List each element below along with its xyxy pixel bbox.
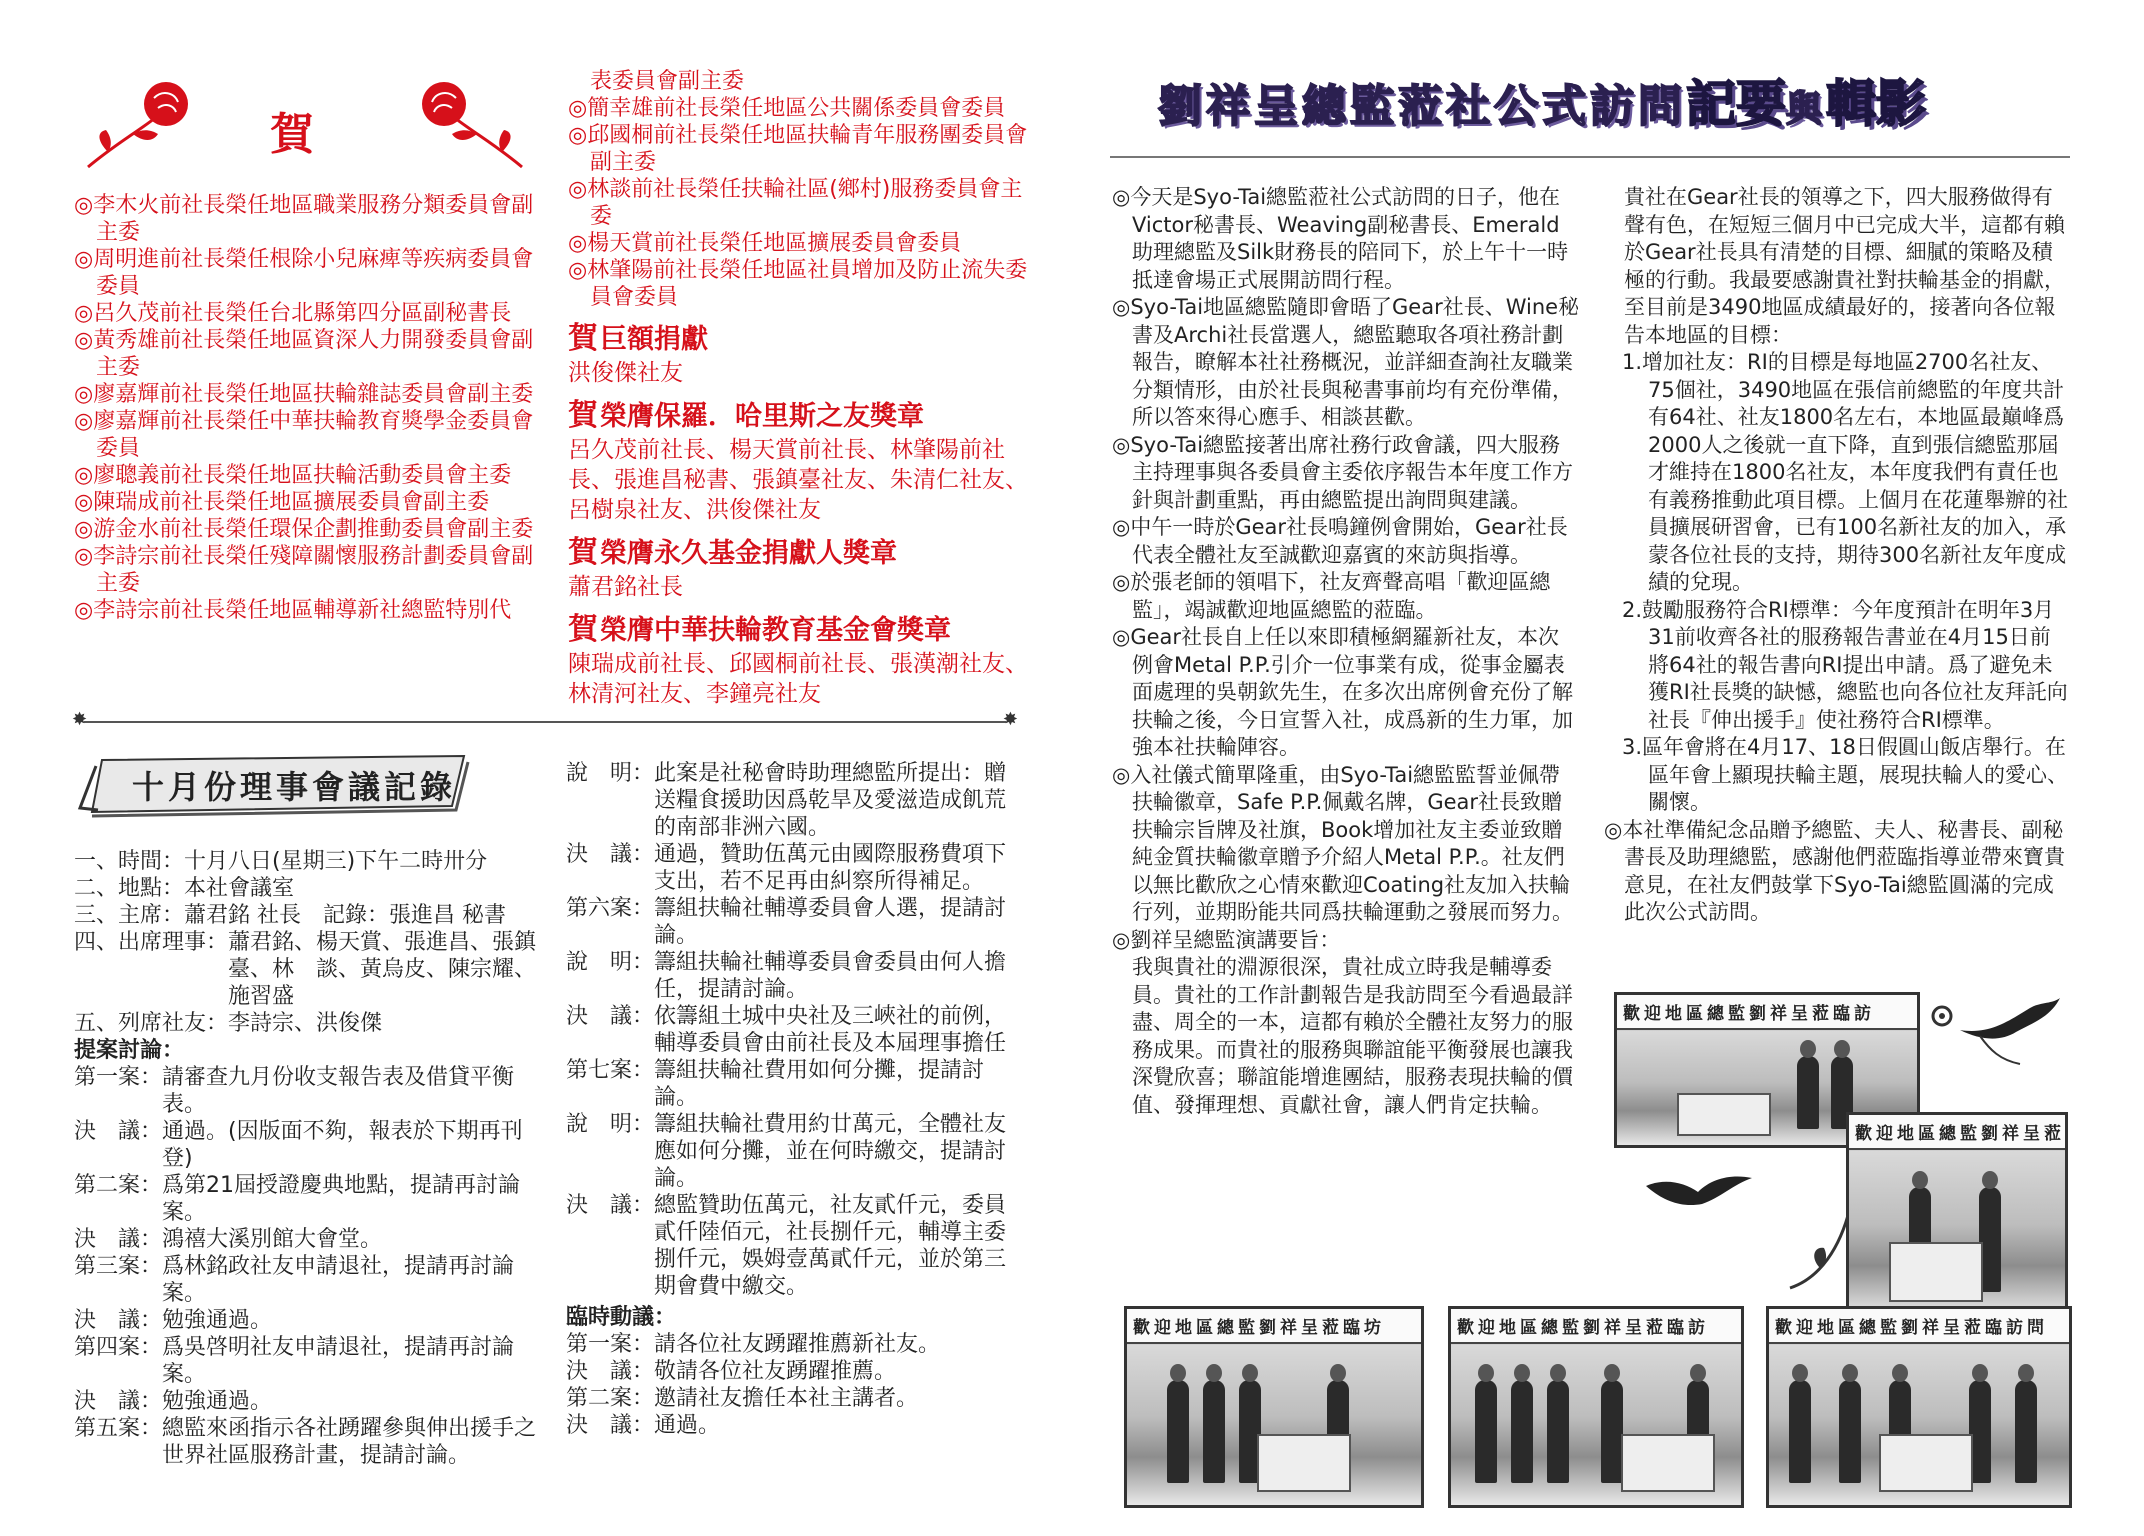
congrats-item: ◎廖嘉輝前社長榮任中華扶輪教育獎學金委員會委員 <box>74 409 534 461</box>
meeting-info-row-label: 五、列席社友： <box>74 1011 229 1036</box>
proposal-row-label: 第五案： <box>74 1416 163 1441</box>
proposal-row-label: 決 議： <box>566 1004 655 1029</box>
congrats-item: ◎周明進前社長榮任根除小兒麻痺等疾病委員會委員 <box>74 247 534 299</box>
proposal-row-text: 籌組扶輪社費用如何分攤，提請討論。 <box>654 1058 985 1110</box>
proposal-row-text: 爲吳啓明社友申請退社，提請再討論案。 <box>162 1335 515 1387</box>
meeting-info <box>74 848 544 1037</box>
congrats-item: ◎李詩宗前社長榮任殘障關懷服務計劃委員會副主委 <box>74 544 534 596</box>
proposal-row <box>74 1415 544 1469</box>
award-heading <box>568 398 1038 435</box>
proposal-row-label: 決 議： <box>74 1119 163 1144</box>
meeting-info-row-label: 一、時間： <box>74 849 185 874</box>
report-paragraph: ◎劉祥呈總監演講要旨： <box>1112 927 1341 952</box>
proposal-row-label: 第一案： <box>74 1065 163 1090</box>
proposal-row-text: 籌組扶輪社輔導委員會人選，提請討論。 <box>654 896 1007 948</box>
proposal-list-continued <box>566 760 1026 1300</box>
congrats-item: ◎林肇陽前社長榮任地區社員增加及防止流失委員會委員 <box>568 258 1028 310</box>
report-paragraph: ◎入社儀式簡單隆重，由Syo-Tai總監監誓並佩帶扶輪徽章，Safe P.P.佩戴名牌，Gear社長致贈扶輪宗旨牌及社旗，Book增加社友主委並致贈純金質扶輪徽章贈予介紹人Metal P.P.。社友們以無比歡欣之心情來歡迎Coating社友加入扶輪行列，並期盼能共同爲扶輪運動之發展而努力。 <box>1112 762 1573 924</box>
temp-motion-row-text: 敬請各位社友踴躍推薦。 <box>654 1359 897 1384</box>
proposal-row-text: 勉強通過。 <box>162 1389 273 1414</box>
award-recipients: 陳瑞成前社長、邱國桐前社長、張漢潮社友、林清河社友、李鐘亮社友 <box>568 651 1028 707</box>
proposal-row-label: 第二案： <box>74 1173 163 1198</box>
meeting-info-row-label: 四、出席理事： <box>74 930 229 955</box>
proposal-row-label: 第三案： <box>74 1254 163 1279</box>
title-rule <box>1110 156 2070 158</box>
photo-banner: 歡迎地區總監劉祥呈蒞臨坊 <box>1127 1309 1421 1344</box>
photo-banner: 歡迎地區總監劉祥呈蒞臨訪 <box>1451 1309 1741 1344</box>
congrats-mark: 賀 <box>568 321 598 356</box>
meeting-info-row <box>74 902 544 929</box>
report-paragraph: ◎本社準備紀念品贈予總監、夫人、秘書長、副秘書長及助理總監，感謝他們蒞臨指導並帶來寶貴意見，在社友們鼓掌下Syo-Tai總監圓滿的完成此次公式訪問。 <box>1604 817 2065 924</box>
proposal-row <box>566 949 1026 1003</box>
report-paragraph: 1.增加社友：RI的目標是每地區2700名社友、75個社，3490地區在張信前總監的年度共計有64社、社友1800名左右，本地區最巔峰爲2000人之後就一直下降，直到張信總監那屆才維持在1800名社友，本年度我們有責任也有義務推動此項目標。上個月在花蓮舉辦的社員擴展研習會，已有100名新社友的加入，承蒙各位社長的支持，期待300名新社友年度成績的兌現。 <box>1622 350 2068 594</box>
proposal-row-text: 爲第21屆授證慶典地點，提請再討論案。 <box>162 1173 521 1225</box>
temp-motion-row-text: 請各位社友踴躍推薦新社友。 <box>654 1332 941 1357</box>
congrats-item: ◎李詩宗前社長榮任地區輔導新社總監特別代 <box>74 598 512 623</box>
award-recipients: 洪俊傑社友 <box>568 360 683 386</box>
congrats-item: ◎簡幸雄前社長榮任地區公共關係委員會委員 <box>568 96 1006 121</box>
proposal-row <box>566 841 1026 895</box>
award-heading <box>568 612 1038 649</box>
meeting-banner <box>72 752 472 818</box>
meeting-info-row <box>74 875 544 902</box>
rose-ornament-left <box>78 72 198 172</box>
congrats-item: ◎林談前社長榮任扶輪社區(鄉村)服務委員會主委 <box>568 177 1023 229</box>
proposal-row-text: 總監贊助伍萬元，社友貳仟元，委員貳仟陸佰元，社長捌仟元，輔導主委捌仟元，娛姆壹萬貳仟元，並於第三期會費中繳交。 <box>654 1193 1007 1299</box>
temp-motions-heading: 臨時動議： <box>566 1305 677 1330</box>
temp-motion-row-text: 通過。 <box>654 1413 721 1438</box>
proposal-list <box>74 1064 544 1469</box>
report-column-2 <box>1604 184 2068 927</box>
proposal-row <box>74 1064 544 1118</box>
meeting-info-row-text: 李詩宗、洪俊傑 <box>228 1011 383 1036</box>
temp-motion-row <box>566 1331 1026 1358</box>
award-title: 榮膺中華扶輪教育基金會獎章 <box>600 615 951 646</box>
report-paragraph: 2.鼓勵服務符合RI標準：今年度預計在明年3月31前收齊各社的服務報告書並在4月15日前將64社的報告書向RI提出申請。爲了避免未獲RI社長獎的缺憾，總監也向各位社友拜託向社長『伸出援手』使社務符合RI標準。 <box>1622 597 2068 732</box>
proposal-row-text: 鴻禧大溪別館大會堂。 <box>162 1227 383 1252</box>
temp-motion-row <box>566 1412 1026 1439</box>
meeting-info-row-text: 蕭君銘、楊天賞、張進昌、張鎮臺、林 談、黃烏皮、陳宗耀、施習盛 <box>228 930 537 1009</box>
meeting-info-row-label: 三、主席： <box>74 903 185 928</box>
award-heading <box>568 535 1038 572</box>
proposal-row-label: 決 議： <box>74 1308 163 1333</box>
photo-scene <box>1769 1345 2069 1505</box>
meeting-info-row <box>74 1010 544 1037</box>
photo-scene <box>1127 1345 1421 1505</box>
report-paragraph: ◎Syo-Tai地區總監隨即會晤了Gear社長、Wine秘書及Archi社長當選人，總監聽取各項社務計劃報告，瞭解本社社務概況，並詳細查詢社友職業分類情形，由於社長與秘書事前均有充份準備，所以答來得心應手、相談甚歡。 <box>1112 295 1580 429</box>
award-title: 榮膺保羅．哈里斯之友獎章 <box>600 401 924 432</box>
event-photo <box>1846 1112 2068 1318</box>
proposal-row <box>74 1388 544 1415</box>
award-recipients: 蕭君銘社長 <box>568 574 683 600</box>
proposal-row-label: 決 議： <box>566 1193 655 1218</box>
congrats-item: ◎邱國桐前社長榮任地區扶輪青年服務團委員會副主委 <box>568 123 1028 175</box>
proposal-row-text: 請審查九月份收支報告表及借貸平衡表。 <box>162 1065 515 1117</box>
report-paragraph: 我與貴社的淵源很深，貴社成立時我是輔導委員。貴社的工作計劃報告是我訪問至今看過最詳盡、周全的一本，這都有賴於全體社友努力的服務成果。而貴社的服務與聯誼能平衡發展也讓我深覺欣喜；聯誼能增進團結，服務表現扶輪的價值、發揮理想、貢獻社會，讓人們肯定扶輪。 <box>1132 955 1573 1117</box>
congrats-item: ◎李木火前社長榮任地區職業服務分類委員會副主委 <box>74 193 534 245</box>
proposal-row-label: 第六案： <box>566 896 655 921</box>
photo-scene <box>1849 1151 2065 1315</box>
proposal-row <box>566 1192 1026 1300</box>
meeting-info-row-label: 二、地點： <box>74 876 185 901</box>
section-divider <box>72 709 1018 730</box>
photo-banner: 歡迎地區總監劉祥呈蒞臨訪 <box>1617 995 1917 1030</box>
report-paragraph: 3.區年會將在4月17、18日假圓山飯店舉行。在區年會上顯現扶輪主題，展現扶輪人的愛心、關懷。 <box>1622 735 2068 814</box>
congrats-item: ◎黃秀雄前社長榮任地區資深人力開發委員會副主委 <box>74 328 534 380</box>
meeting-info-row-text: 本社會議室 <box>184 876 295 901</box>
congrats-mark: 賀 <box>568 612 598 647</box>
proposal-row-text: 總監來函指示各社踴躍參與伸出援手之世界社區服務計畫，提請討論。 <box>162 1416 537 1468</box>
proposal-row-label: 決 議： <box>566 842 655 867</box>
proposal-row <box>74 1334 544 1388</box>
meeting-info-row-text: 十月八日(星期三)下午二時卅分 <box>184 849 488 874</box>
congrats-item: ◎廖聰義前社長榮任地區扶輪活動委員會主委 <box>74 463 512 488</box>
report-title-emph-1: 記要 <box>1686 74 1786 133</box>
proposal-row-label: 說 明： <box>566 761 655 786</box>
rose-ornament-right <box>412 72 532 172</box>
star-icon: ✸ <box>1002 709 1018 730</box>
proposal-row <box>566 895 1026 949</box>
proposal-row-text: 依籌組土城中央社及三峽社的前例，輔導委員會由前社長及本屆理事擔任 <box>654 1004 1007 1056</box>
proposal-row-label: 決 議： <box>74 1227 163 1252</box>
report-paragraph: ◎Syo-Tai總監接著出席社務行政會議，四大服務主持理事與各委員會主委依序報告本年度工作方針與計劃重點，再由總監提出詢問與建議。 <box>1112 432 1573 512</box>
report-title <box>1158 64 2038 144</box>
temp-motion-row-text: 邀請社友擔任本社主講者。 <box>654 1386 919 1411</box>
proposal-row-text: 此案是社秘會時助理總監所提出：贈送糧食援助因爲乾旱及愛滋造成飢荒的南部非洲六國。 <box>654 761 1007 840</box>
proposal-row-label: 說 明： <box>566 950 655 975</box>
event-photo <box>1766 1306 2072 1508</box>
congrats-heading: 賀 <box>270 109 314 160</box>
temp-motion-row <box>566 1358 1026 1385</box>
report-paragraph: ◎中午一時於Gear社長鳴鐘例會開始，Gear社長代表全體社友至誠歡迎嘉賓的來訪與指導。 <box>1112 515 1568 567</box>
proposal-row <box>566 1003 1026 1057</box>
proposal-row-label: 第七案： <box>566 1058 655 1083</box>
congrats-item: ◎楊天賞前社長榮任地區擴展委員會委員 <box>568 231 962 256</box>
report-column-1 <box>1112 184 1580 1119</box>
meeting-title: 十月份理事會議記錄 <box>132 768 457 806</box>
award-recipients: 呂久茂前社長、楊天賞前社長、林肇陽前社長、張進昌秘書、張鎮臺社友、朱清仁社友、呂樹泉社友、洪俊傑社友 <box>568 437 1028 523</box>
proposal-row-text: 爲林銘政社友申請退社，提請再討論案。 <box>162 1254 515 1306</box>
report-title-emph-3: 輯影 <box>1826 74 1927 133</box>
award-title: 巨額捐獻 <box>600 324 708 355</box>
bird-ornament <box>1640 1168 1760 1238</box>
proposal-row <box>74 1118 544 1172</box>
proposal-row <box>566 1057 1026 1111</box>
proposals-heading: 提案討論： <box>74 1038 185 1063</box>
temp-motion-row-label: 決 議： <box>566 1413 655 1438</box>
temp-motion-row-label: 決 議： <box>566 1359 655 1384</box>
photo-scene <box>1451 1345 1741 1505</box>
proposal-row-text: 籌組扶輪社費用約廿萬元，全體社友應如何分攤，並在何時繳交，提請討論。 <box>654 1112 1007 1191</box>
congrats-item: ◎游金水前社長榮任環保企劃推動委員會副主委 <box>74 517 534 542</box>
proposal-row <box>74 1226 544 1253</box>
proposal-row-text: 籌組扶輪社輔導委員會委員由何人擔任，提請討論。 <box>654 950 1007 1002</box>
meeting-info-row-text: 蕭君銘 社長 記錄：張進昌 秘書 <box>184 903 507 928</box>
event-photo <box>1124 1306 1424 1508</box>
report-paragraph: ◎今天是Syo-Tai總監蒞社公式訪問的日子，他在Victor秘書長、Weaving副秘書長、Emerald助理總監及Silk財務長的陪同下，於上午十一時抵達會場正式展開訪問行程。 <box>1112 185 1569 292</box>
congrats-item: ◎陳瑞成前社長榮任地區擴展委員會副主委 <box>74 490 490 515</box>
proposal-row-text: 勉強通過。 <box>162 1308 273 1333</box>
photo-banner: 歡迎地區總監劉祥呈蒞臨訪問 <box>1769 1309 2069 1344</box>
congrats-item: ◎廖嘉輝前社長榮任地區扶輪雜誌委員會副主委 <box>74 382 534 407</box>
meeting-minutes-left <box>74 848 544 1469</box>
congrats-mark: 賀 <box>568 535 598 570</box>
meeting-info-row <box>74 929 544 1010</box>
proposal-row-label: 說 明： <box>566 1112 655 1137</box>
proposal-row <box>566 1111 1026 1192</box>
congrats-item: ◎呂久茂前社長榮任台北縣第四分區副秘書長 <box>74 301 512 326</box>
report-paragraph: 貴社在Gear社長的領導之下，四大服務做得有聲有色，在短短三個月中已完成大半，這都有賴於Gear社長具有清楚的目標、細膩的策略及積極的行動。我最要感謝貴社對扶輪基金的捐獻，至目前是3490地區成績最好的，接著向各位報告本地區的目標： <box>1624 185 2065 347</box>
proposal-row-label: 第四案： <box>74 1335 163 1360</box>
temp-motion-row <box>566 1385 1026 1412</box>
awards-section <box>568 321 1038 709</box>
proposal-row-label: 決 議： <box>74 1389 163 1414</box>
temp-motion-row-label: 第二案： <box>566 1386 655 1411</box>
proposal-row <box>74 1172 544 1226</box>
appointment-list <box>568 68 1038 311</box>
proposal-row-text: 通過，贊助伍萬元由國際服務費項下支出，若不足再由糾察所得補足。 <box>654 842 1007 894</box>
report-paragraph: ◎於張老師的領唱下，社友齊聲高唱「歡迎區總監」，竭誠歡迎地區總監的蒞臨。 <box>1112 570 1551 622</box>
congrats-list <box>74 192 540 624</box>
flower-bird-ornament <box>1920 990 2070 1070</box>
event-photo <box>1448 1306 1744 1508</box>
congrats-mark: 賀 <box>568 398 598 433</box>
congrats-item: 表委員會副主委 <box>590 69 745 94</box>
star-icon: ✸ <box>72 709 88 730</box>
photo-banner: 歡迎地區總監劉祥呈蒞 <box>1849 1115 2065 1150</box>
report-title-main: 劉祥呈總監蒞社公式訪問 <box>1158 81 1686 132</box>
proposal-row-text: 通過。(因版面不夠，報表於下期再刊登) <box>162 1119 523 1171</box>
congrats-list-continued <box>568 68 1038 709</box>
award-title: 榮膺永久基金捐獻人獎章 <box>600 538 897 569</box>
meeting-minutes-right <box>566 760 1026 1439</box>
proposal-row <box>74 1253 544 1307</box>
temp-motions-list <box>566 1331 1026 1439</box>
report-title-emph-2: 與 <box>1786 88 1827 130</box>
proposal-row <box>566 760 1026 841</box>
temp-motion-row-label: 第一案： <box>566 1332 655 1357</box>
meeting-info-row <box>74 848 544 875</box>
award-heading <box>568 321 1038 358</box>
report-paragraph: ◎Gear社長自上任以來即積極網羅新社友，本次例會Metal P.P.引介一位事業有成，從事金屬表面處理的吳朝欽先生，在多次出席例會充份了解扶輪之後，今日宣誓入社，成爲新的生力軍，加強本社扶輪陣容。 <box>1112 625 1573 759</box>
proposal-row <box>74 1307 544 1334</box>
